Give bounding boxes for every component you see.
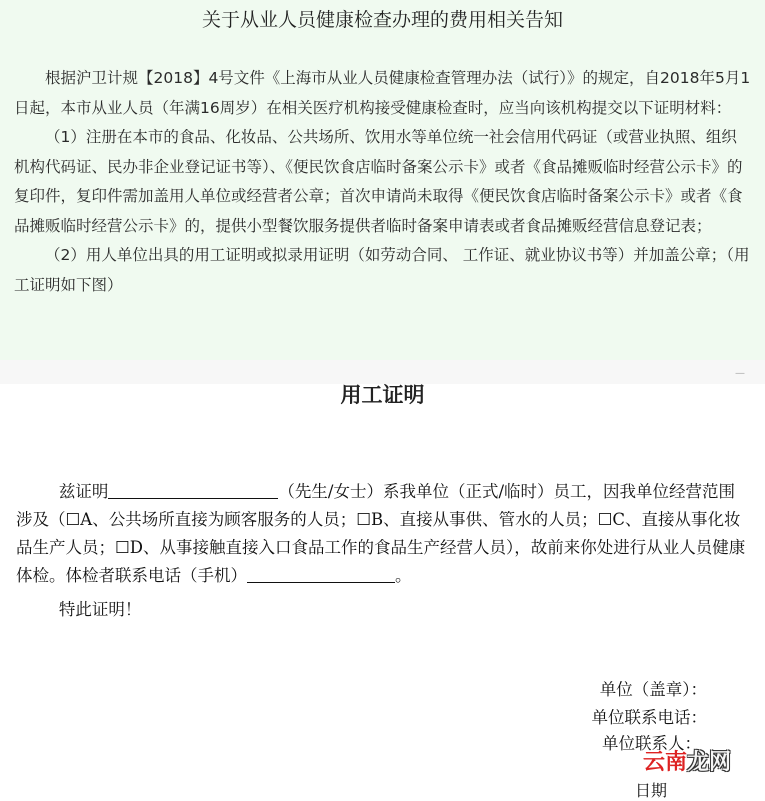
certificate-body bbox=[16, 478, 751, 624]
notice-paragraph-item-2: （2）用人单位出具的用工证明或拟录用证明（如劳动合同、 工作证、就业协议书等）并加盖公章；（用工证明如下图） bbox=[14, 246, 750, 294]
certificate-title: 用工证明 bbox=[340, 382, 425, 407]
sign-unit-label: 单位（盖章）： bbox=[599, 680, 707, 699]
notice-section bbox=[0, 0, 765, 360]
certificate-statement bbox=[16, 478, 751, 590]
sign-phone-label: 单位联系电话： bbox=[591, 708, 707, 727]
certificate-text-middle: （先生/女士）系我单位（正式/临时）员工，因我单位经营范围涉及（☐A、公共场所直接为顾客服务的人员；☐B、直接从事供、管水的人员；☐C、直接从事化妆品生产人员；☐D、从事接触直接入口食品工作的食品生产经营人员），故前来你处进行从业人员健康体检。体检者联系电话（手机） bbox=[16, 482, 746, 585]
sign-contact-label: 单位联系人： bbox=[602, 734, 701, 753]
sign-date-label-cut: 日期 bbox=[635, 781, 668, 800]
notice-title: 关于从业人员健康检查办理的费用相关告知 bbox=[201, 9, 563, 31]
watermark-part-2: 龙网 bbox=[686, 750, 731, 775]
watermark-part-1: 云南 bbox=[642, 750, 687, 775]
notice-paragraph-intro: 根据沪卫计规【2018】4号文件《上海市从业人员健康检查管理办法（试行）》的规定，自2018年5月1日起，本市从业人员（年满16周岁）在相关医疗机构接受健康检查时，应当向该机构提交以下证明材料： bbox=[14, 69, 751, 117]
site-watermark bbox=[643, 745, 731, 776]
phone-blank-line bbox=[247, 564, 395, 583]
separator-mark: — bbox=[735, 368, 745, 379]
certificate-closing: 特此证明！ bbox=[58, 600, 142, 619]
notice-body bbox=[14, 64, 752, 300]
certificate-text-start: 兹证明 bbox=[58, 482, 109, 501]
name-blank-line bbox=[108, 480, 278, 499]
certificate-text-end: 。 bbox=[395, 566, 412, 585]
notice-paragraph-item-1: （1）注册在本市的食品、化妆品、公共场所、饮用水等单位统一社会信用代码证（或营业执照、组织机构代码证、民办非企业登记证书等）、《便民饮食店临时备案公示卡》或者《食品摊贩临时经营公示卡》的复印件，复印件需加盖用人单位或经营者公章；首次申请尚未取得《便民饮食店临时备案公示卡》或者《食品摊贩临时经营公示卡》的，提供小型餐饮服务提供者临时备案申请表或者食品摊贩经营信息登记表； bbox=[14, 128, 743, 235]
